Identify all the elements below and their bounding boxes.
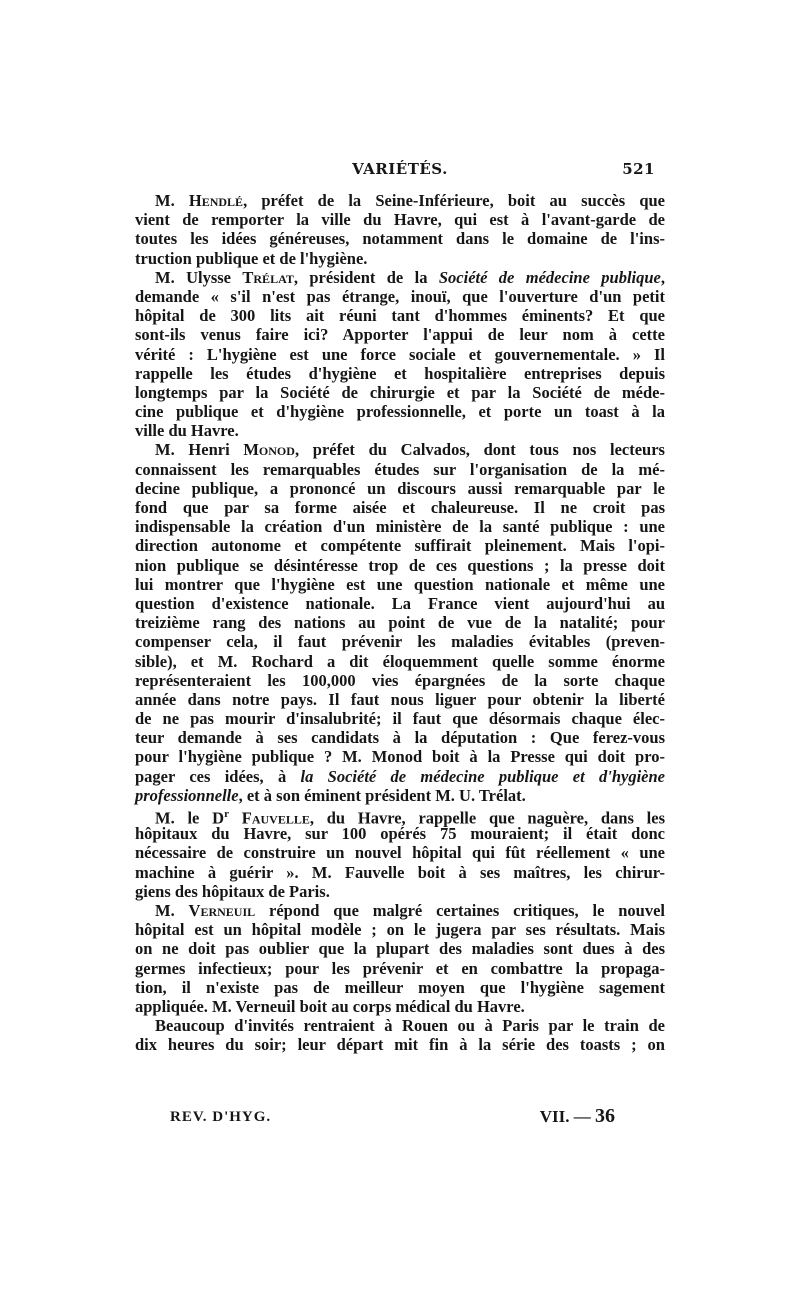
text-run: , préfet de la Seine-Inférieure, boit au succès que: [243, 191, 665, 210]
text-run: cine publique et d'hygiène professionnelle, et porte un toast à la: [135, 402, 665, 422]
text-run: rappelle les études d'hygiène et hospitalière entreprises depuis: [135, 363, 665, 383]
emphasis: Société de médecine publique: [438, 267, 661, 287]
running-head: [135, 160, 665, 186]
text-run: indispensable la création d'un ministère de la santé publique : une: [135, 517, 665, 537]
sheet-number: 36: [595, 1105, 615, 1127]
person-name: Trélat: [242, 267, 294, 287]
text-run: Beaucoup d'invités rentraient à Rouen ou à Paris par le train de: [155, 1016, 665, 1036]
text-run: , du Havre, rappelle que naguère, dans les: [309, 808, 665, 828]
text-run: machine à guérir ». M. Fauvelle boit à ses maîtres, les chirur-: [135, 862, 665, 882]
text-line: [135, 498, 665, 517]
text-line: [135, 843, 665, 862]
text-run: hôpital est un hôpital modèle ; on le jugera par ses résultats. Mais: [135, 920, 665, 940]
text-run: germes infectieux; pour les prévenir et en combattre la propaga-: [135, 958, 665, 978]
text-line: [135, 671, 665, 690]
text-line: [135, 287, 665, 306]
text-line: [135, 613, 665, 632]
text-line: [135, 863, 665, 882]
text-line: [135, 709, 665, 728]
text-line: [135, 402, 665, 421]
text-run: compenser cela, il faut prévenir les maladies évitables (preven-: [135, 632, 665, 652]
text-run: pager ces idées, à: [135, 766, 301, 786]
text-line: [135, 959, 665, 978]
text-run: , préfet du Calvados, dont tous nos lecteurs: [294, 440, 665, 460]
text-run: ,: [660, 267, 666, 287]
person-name: Monod: [243, 440, 295, 460]
text-run: demande « s'il n'est pas étrange, inouï, que l'ouverture d'un petit: [135, 286, 665, 306]
text-line: [135, 997, 665, 1016]
text-line: [135, 920, 665, 939]
page-number: 521: [622, 160, 655, 178]
text-run: tion, il n'existe pas de meilleur moyen que l'hygiène sagement: [135, 977, 665, 997]
text-line: [135, 191, 665, 210]
text-line: [135, 575, 665, 594]
text-line: [135, 805, 665, 828]
text-run: , et à son éminent président M. U. Trélat.: [238, 785, 526, 805]
person-name: Verneuil: [188, 900, 256, 920]
paragraph: [135, 1016, 665, 1054]
text-run: année dans notre pays. Il faut nous liguer pour obtenir la liberté: [135, 689, 665, 709]
text-line: [135, 210, 665, 229]
section-title: VARIÉTÉS.: [352, 160, 448, 178]
article-body: [135, 191, 665, 1054]
text-run: treizième rang des nations au point de vue de la natalité; pour: [135, 613, 665, 633]
text-line: [135, 978, 665, 997]
text-line: [135, 767, 665, 786]
text-line: [135, 1016, 665, 1035]
text-run: représenteraient les 100,000 vies épargnées de la sorte chaque: [135, 670, 665, 690]
text-run: sible), et M. Rochard a dit éloquemment quelle somme énorme: [135, 651, 665, 671]
text-line: [135, 249, 665, 268]
superscript: r: [224, 808, 229, 820]
journal-signature: REV. D'HYG.: [170, 1109, 272, 1125]
text-line: [135, 747, 665, 766]
emphasis: professionnelle: [135, 785, 239, 805]
text-line: [135, 325, 665, 344]
text-run: dix heures du soir; leur départ mit fin à la série des toasts ; on: [135, 1035, 665, 1055]
text-line: [135, 690, 665, 709]
text-run: M. Ulysse: [155, 267, 243, 287]
paragraph: [135, 191, 665, 268]
text-line: [135, 939, 665, 958]
text-run: M. Henri: [155, 440, 244, 460]
text-line: [135, 728, 665, 747]
text-run: vérité : L'hygiène est une force sociale et gouvernementale. » Il: [135, 344, 665, 364]
volume-label: VII. —: [539, 1107, 595, 1126]
text-line: [135, 556, 665, 575]
text-run: on ne doit pas oublier que la plupart des maladies sont dues à des: [135, 939, 665, 959]
text-line: [135, 440, 665, 459]
text-line: [135, 479, 665, 498]
text-line: [135, 345, 665, 364]
text-run: fond que par sa forme aisée et chaleureuse. Il ne croit pas: [135, 498, 665, 517]
text-run: teur demande à ses candidats à la députation : Que ferez-vous: [135, 728, 665, 748]
text-run: vient de remporter la ville du Havre, qui est à l'avant-garde de: [135, 210, 665, 230]
text-line: [135, 1035, 665, 1054]
text-run: M. le D: [155, 808, 225, 828]
text-run: sont-ils venus faire ici? Apporter l'appui de leur nom à cette: [135, 325, 665, 345]
emphasis: la Société de médecine publique et d'hygiène: [300, 766, 665, 786]
text-line: [135, 632, 665, 651]
text-line: [135, 229, 665, 248]
text-run: longtemps par la Société de chirurgie et par la Société de méde-: [135, 382, 665, 402]
text-run: hôpital de 300 lits ait réuni tant d'hommes éminents? Et que: [135, 306, 665, 326]
text-line: [135, 594, 665, 613]
text-run: M.: [155, 191, 189, 210]
text-line: [135, 786, 665, 805]
text-line: [135, 536, 665, 555]
text-run: appliquée. M. Verneuil boit au corps médical du Havre.: [135, 996, 525, 1016]
text-line: [135, 306, 665, 325]
text-line: [135, 824, 665, 843]
page-footer: [135, 1105, 665, 1131]
paragraph: [135, 901, 665, 1016]
text-run: question d'existence nationale. La France vient aujourd'hui au: [135, 593, 665, 613]
text-line: [135, 364, 665, 383]
text-run: répond que malgré certaines critiques, le nouvel: [255, 900, 665, 920]
text-line: [135, 383, 665, 402]
text-run: lui montrer que l'hygiène est une question nationale et même une: [135, 574, 665, 594]
text-run: ville du Havre.: [135, 421, 239, 441]
text-run: decine publique, a prononcé un discours aussi remarquable par le: [135, 478, 665, 498]
text-line: [135, 268, 665, 287]
text-run: nécessaire de construire un nouvel hôpital qui fût réellement « une: [135, 843, 665, 863]
text-run: pour l'hygiène publique ? M. Monod boit à la Presse qui doit pro-: [135, 747, 665, 767]
text-run: hôpitaux du Havre, sur 100 opérés 75 mouraient; il était donc: [135, 824, 665, 844]
volume-signature: [540, 1105, 615, 1128]
text-run: toutes les idées généreuses, notamment dans le domaine de l'ins-: [135, 229, 665, 249]
text-run: nion publique se désintéresse trop de ces questions ; la presse doit: [135, 555, 665, 575]
text-line: [135, 421, 665, 440]
text-line: [135, 517, 665, 536]
paragraph: [135, 268, 665, 441]
text-run: de ne pas mourir d'insalubrité; il faut que désormais chaque élec-: [135, 709, 665, 729]
person-name: Hendlé: [188, 191, 244, 210]
text-run: connaissent les remarquables études sur l'organisation de la mé-: [135, 459, 665, 479]
text-line: [135, 901, 665, 920]
text-run: direction autonome et compétente suffirait pleinement. Mais l'opi-: [135, 536, 665, 556]
person-name: Fauvelle: [241, 808, 310, 828]
paragraph: [135, 440, 665, 805]
text-line: [135, 460, 665, 479]
text-run: M.: [155, 900, 189, 920]
text-run: giens des hôpitaux de Paris.: [135, 881, 330, 901]
text-run: truction publique et de l'hygiène.: [135, 248, 368, 268]
text-run: , président de la: [293, 267, 439, 287]
text-line: [135, 652, 665, 671]
text-line: [135, 882, 665, 901]
paragraph: [135, 805, 665, 901]
